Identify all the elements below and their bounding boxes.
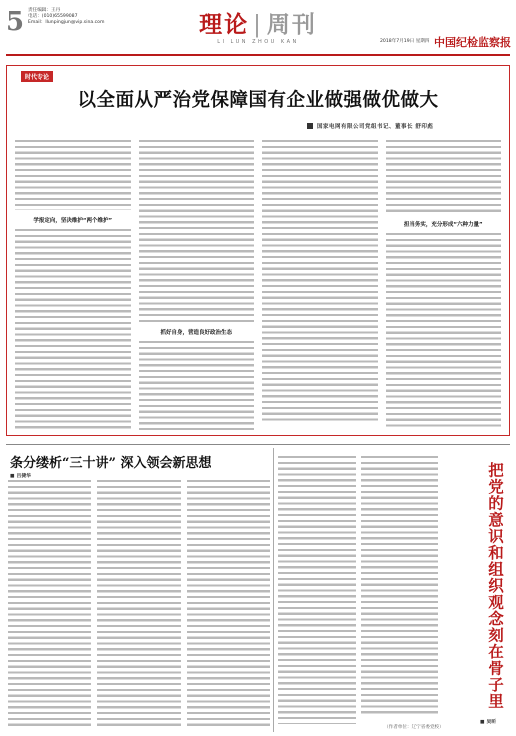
section-main: 理论 <box>199 11 250 38</box>
text-block <box>15 229 131 429</box>
feature-column-4 <box>386 140 502 430</box>
article2-body <box>8 480 270 728</box>
article3-body <box>278 456 438 728</box>
feature-byline: 国家电网有限公司党组书记、董事长 舒印彪 <box>307 122 433 130</box>
column-divider <box>273 448 274 732</box>
feature-article[interactable] <box>6 65 510 436</box>
feature-column-2 <box>139 140 255 430</box>
article3-column-2 <box>361 456 439 716</box>
masthead-rule <box>6 54 510 56</box>
newspaper-logo: 中国纪检监察报 <box>434 36 511 49</box>
section-separator: | <box>253 12 263 38</box>
email-line: Email：llunpingjun@vip.sina.com <box>28 20 105 26</box>
article2-headline[interactable]: 条分缕析“三十讲” 深入领会新思想 <box>10 456 212 471</box>
feature-subhead: 抓好自身，营造良好政治生态 <box>160 330 232 336</box>
editor-line: 责任编辑：王丹 <box>28 8 61 13</box>
article2-author: ■ 吕捷华 <box>10 472 31 479</box>
text-block <box>386 233 502 429</box>
text-block <box>262 140 378 422</box>
text-block <box>139 140 255 322</box>
issue-date: 2018年7月19日 星期四 <box>380 39 430 44</box>
masthead <box>0 0 516 62</box>
article2-column-2 <box>97 480 180 728</box>
section-sub: 周刊 <box>266 11 317 38</box>
article3-source: （作者单位：辽宁省委党校） <box>384 725 444 730</box>
article3-column-1 <box>278 456 356 724</box>
feature-headline[interactable]: 以全面从严治党保障国有企业做强做优做大 <box>77 90 439 111</box>
column-kicker: 时代专论 <box>21 71 53 82</box>
feature-subhead: 学报定向，坚决维护“两个维护” <box>33 218 113 224</box>
text-block <box>15 140 131 210</box>
feature-body <box>15 140 501 430</box>
section-pinyin: LI LUN ZHOU KAN <box>217 39 299 45</box>
feature-column-3 <box>262 140 378 430</box>
article3-headline[interactable]: 把党的意识和组织观念刻在骨子里 <box>486 462 505 710</box>
page-number: 5 <box>6 7 25 37</box>
article2-column-1 <box>8 480 91 728</box>
feature-subhead: 担当务实，充分形成“六种力量” <box>403 222 483 228</box>
section-divider <box>6 444 510 445</box>
article2-column-3 <box>187 480 270 728</box>
text-block <box>139 341 255 430</box>
feature-column-1 <box>15 140 131 430</box>
text-block <box>386 140 502 214</box>
article3-author: ■ 吴昕 <box>480 718 496 725</box>
phone-line: 电话：(010)65599087 <box>28 14 78 20</box>
